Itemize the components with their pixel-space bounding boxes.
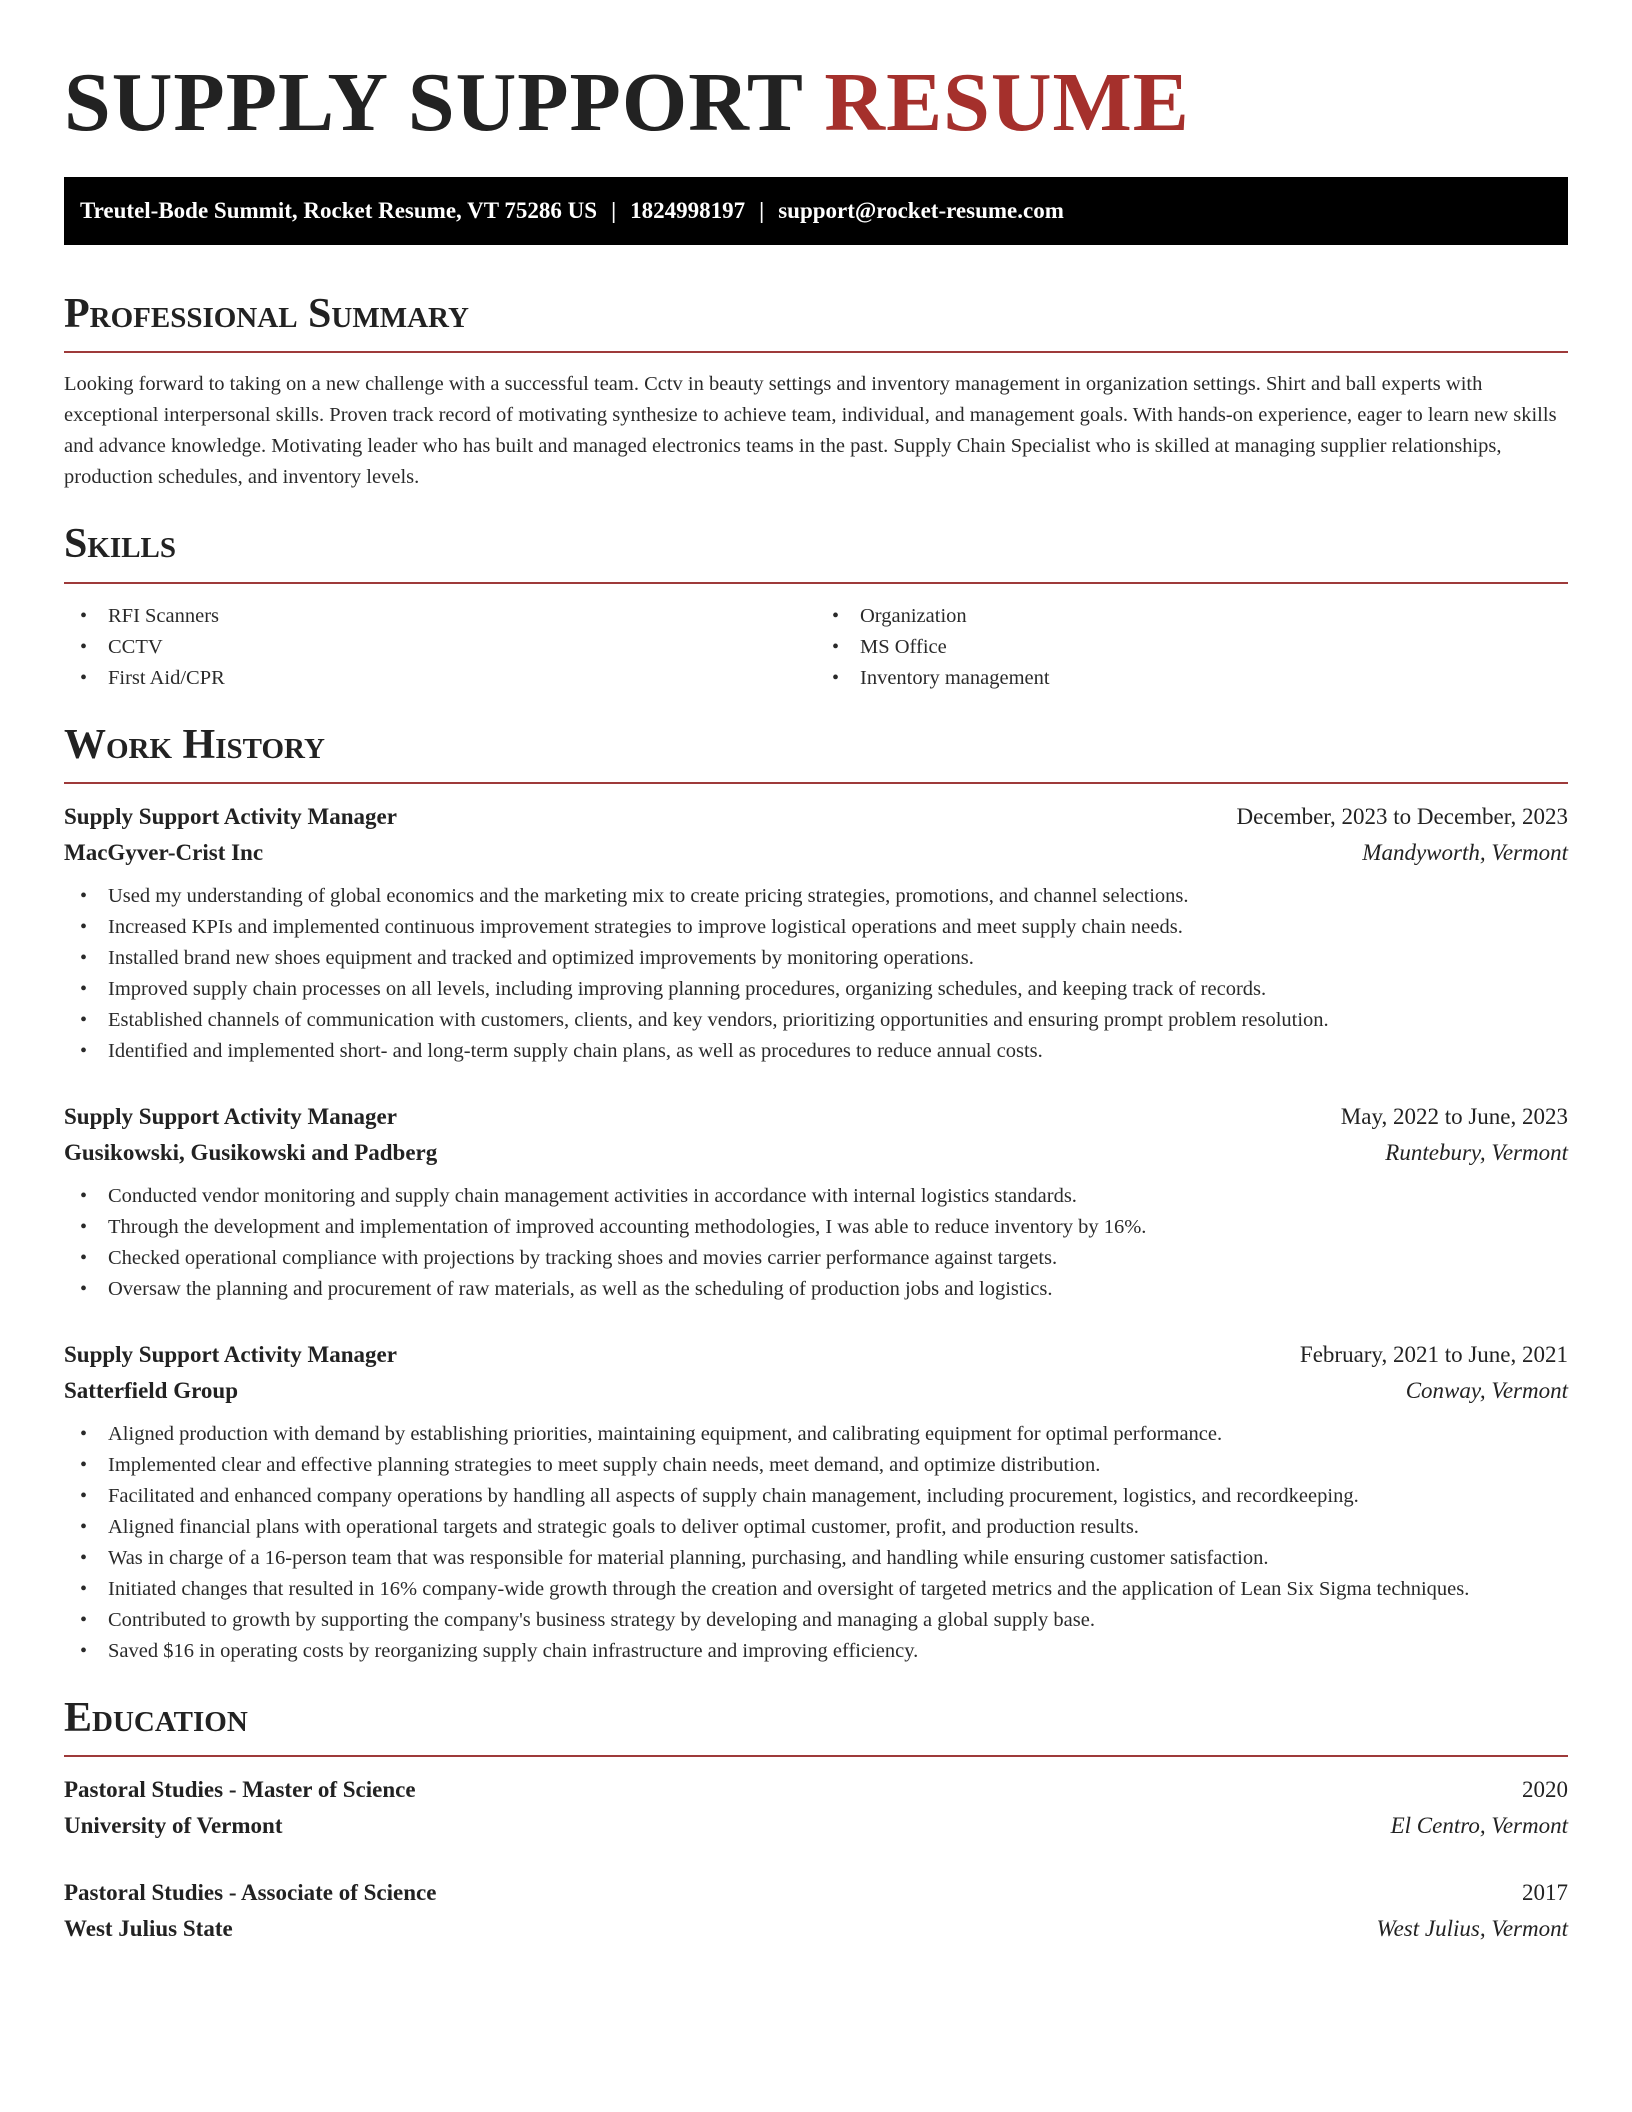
- contact-bar: [64, 177, 1568, 245]
- job-dates: December, 2023 to December, 2023: [1236, 803, 1568, 829]
- skill-item: • First Aid/CPR: [64, 663, 816, 694]
- summary-heading: Professional Summary: [64, 290, 469, 337]
- summary-text: Looking forward to taking on a new challenge with a successful team. Cctv in beauty settings and inventory management in organization settings. Shirt and ball experts with exceptional interpersonal skills. Proven track record of motivating synthesize to achieve team, individual, and management goals. With hands-on experience, eager to learn new skills and advance knowledge. Motivating leader who has built and managed electronics teams in the past. Supply Chain Specialist who is skilled at managing supplier relationships, production schedules, and inventory levels.: [64, 373, 1557, 489]
- skill-item: • Inventory management: [816, 663, 1568, 694]
- section-divider: [64, 582, 1568, 584]
- job-company-row: [64, 1373, 1568, 1409]
- education-school: West Julius State: [64, 1916, 233, 1942]
- job-company-row: [64, 1135, 1568, 1171]
- education-degree: Pastoral Studies - Associate of Science: [64, 1880, 437, 1906]
- education-header-row: [64, 1772, 1568, 1808]
- title-main: SUPPLY SUPPORT: [64, 56, 803, 149]
- duty-item: • Increased KPIs and implemented continuous improvement strategies to improve logistical operations and meet supply chain needs.: [64, 912, 1568, 943]
- job-entry: [64, 1099, 1568, 1305]
- duty-item: • Installed brand new shoes equipment and tracked and optimized improvements by monitoring operations.: [64, 943, 1568, 974]
- job-title: Supply Support Activity Manager: [64, 803, 397, 829]
- duty-item: • Conducted vendor monitoring and supply chain management activities in accordance with internal logistics standards.: [64, 1181, 1568, 1212]
- skill-item: • RFI Scanners: [64, 601, 816, 632]
- job-header-row: [64, 799, 1568, 835]
- skills-list-right: [816, 601, 1568, 694]
- duty-item: • Aligned production with demand by establishing priorities, maintaining equipment, and calibrating equipment for optimal performance.: [64, 1419, 1568, 1450]
- job-company: Gusikowski, Gusikowski and Padberg: [64, 1139, 438, 1165]
- education-degree: Pastoral Studies - Master of Science: [64, 1777, 416, 1803]
- education-year: 2020: [1522, 1777, 1568, 1803]
- work-history-heading: Work History: [64, 721, 325, 768]
- education-location: El Centro, Vermont: [1390, 1813, 1568, 1839]
- job-company-row: [64, 835, 1568, 871]
- job-title: Supply Support Activity Manager: [64, 1341, 397, 1367]
- contact-email: support@rocket-resume.com: [778, 197, 1064, 223]
- job-duties: [64, 1419, 1568, 1667]
- section-divider: [64, 351, 1568, 353]
- job-company: Satterfield Group: [64, 1377, 238, 1403]
- contact-address: Treutel-Bode Summit, Rocket Resume, VT 75286 US: [80, 197, 598, 223]
- skills-list-left: [64, 601, 816, 694]
- job-location: Conway, Vermont: [1405, 1377, 1568, 1403]
- summary-section: [64, 289, 1568, 493]
- job-entry: [64, 1337, 1568, 1667]
- contact-separator: |: [611, 197, 617, 223]
- duty-item: • Through the development and implementation of improved accounting methodologies, I was able to reduce inventory by 16%.: [64, 1212, 1568, 1243]
- duty-item: • Contributed to growth by supporting the company's business strategy by developing and managing a global supply base.: [64, 1605, 1568, 1636]
- duty-item: • Aligned financial plans with operational targets and strategic goals to deliver optimal customer, profit, and production results.: [64, 1512, 1568, 1543]
- duty-item: • Used my understanding of global economics and the marketing mix to create pricing strategies, promotions, and channel selections.: [64, 881, 1568, 912]
- duty-item: • Improved supply chain processes on all levels, including improving planning procedures, organizing schedules, and keeping track of records.: [64, 974, 1568, 1005]
- education-location: West Julius, Vermont: [1376, 1916, 1568, 1942]
- resume-title: [64, 58, 1568, 149]
- education-school: University of Vermont: [64, 1813, 283, 1839]
- education-year: 2017: [1522, 1880, 1568, 1906]
- contact-phone: 1824998197: [630, 197, 746, 223]
- duty-item: • Initiated changes that resulted in 16% company-wide growth through the creation and oversight of targeted metrics and the application of Lean Six Sigma techniques.: [64, 1574, 1568, 1605]
- work-history-section: [64, 720, 1568, 1667]
- education-school-row: [64, 1808, 1568, 1844]
- section-divider: [64, 782, 1568, 784]
- job-header-row: [64, 1099, 1568, 1135]
- education-header-row: [64, 1875, 1568, 1911]
- education-section: [64, 1693, 1568, 1947]
- education-heading: Education: [64, 1694, 248, 1741]
- job-dates: February, 2021 to June, 2021: [1299, 1341, 1568, 1367]
- duty-item: • Was in charge of a 16-person team that was responsible for material planning, purchasing, and handling while ensuring customer satisfaction.: [64, 1543, 1568, 1574]
- job-duties: [64, 881, 1568, 1067]
- education-entry: [64, 1772, 1568, 1844]
- duty-item: • Facilitated and enhanced company operations by handling all aspects of supply chain management, including procurement, logistics, and recordkeeping.: [64, 1481, 1568, 1512]
- duty-item: • Checked operational compliance with projections by tracking shoes and movies carrier performance against targets.: [64, 1243, 1568, 1274]
- job-title: Supply Support Activity Manager: [64, 1103, 397, 1129]
- skills-heading: Skills: [64, 521, 177, 568]
- contact-separator: |: [759, 197, 765, 223]
- job-header-row: [64, 1337, 1568, 1373]
- education-school-row: [64, 1911, 1568, 1947]
- job-location: Runtebury, Vermont: [1385, 1139, 1568, 1165]
- duty-item: • Saved $16 in operating costs by reorganizing supply chain infrastructure and improving efficiency.: [64, 1636, 1568, 1667]
- skills-grid: [64, 601, 1568, 694]
- duty-item: • Established channels of communication with customers, clients, and key vendors, prioritizing opportunities and ensuring prompt problem resolution.: [64, 1005, 1568, 1036]
- job-duties: [64, 1181, 1568, 1305]
- skill-item: • Organization: [816, 601, 1568, 632]
- education-entry: [64, 1875, 1568, 1947]
- skills-section: [64, 519, 1568, 693]
- job-company: MacGyver-Crist Inc: [64, 839, 264, 865]
- title-accent: RESUME: [824, 56, 1190, 149]
- job-dates: May, 2022 to June, 2023: [1340, 1103, 1568, 1129]
- skill-item: • MS Office: [816, 632, 1568, 663]
- section-divider: [64, 1755, 1568, 1757]
- skill-item: • CCTV: [64, 632, 816, 663]
- job-entry: [64, 799, 1568, 1067]
- job-location: Mandyworth, Vermont: [1362, 839, 1568, 865]
- duty-item: • Oversaw the planning and procurement of raw materials, as well as the scheduling of production jobs and logistics.: [64, 1274, 1568, 1305]
- duty-item: • Implemented clear and effective planning strategies to meet supply chain needs, meet demand, and optimize distribution.: [64, 1450, 1568, 1481]
- duty-item: • Identified and implemented short- and long-term supply chain plans, as well as procedures to reduce annual costs.: [64, 1036, 1568, 1067]
